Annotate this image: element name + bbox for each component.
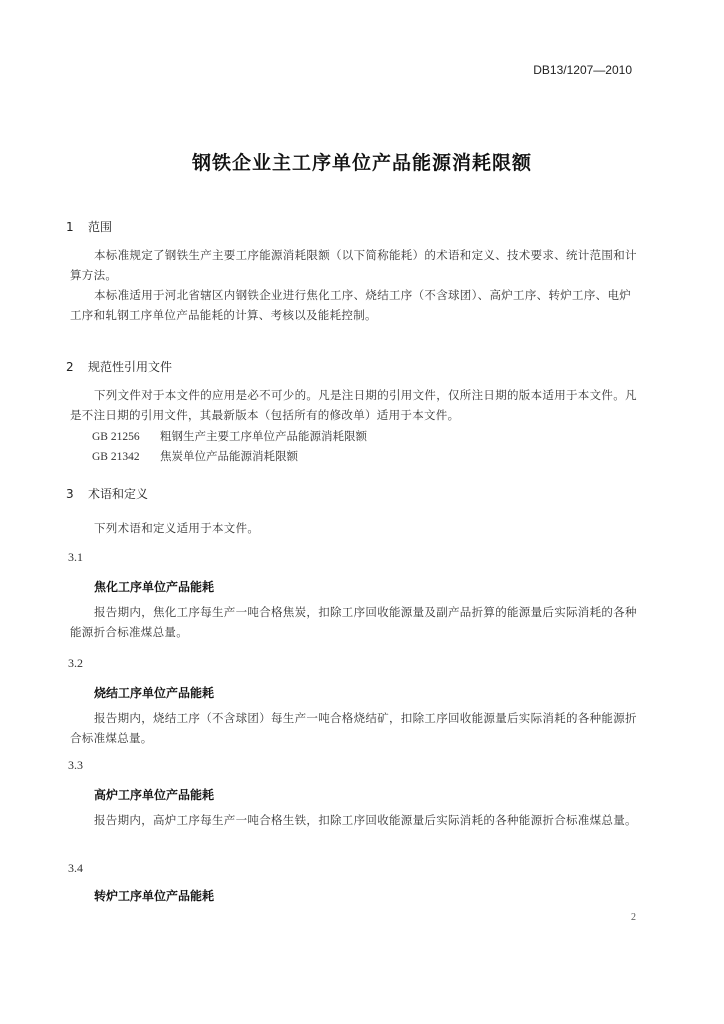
section-title: 范围 bbox=[88, 220, 113, 234]
reference-title: 粗钢生产主要工序单位产品能源消耗限额 bbox=[160, 429, 367, 443]
normative-intro: 下列文件对于本文件的应用是必不可少的。凡是注日期的引用文件，仅所注日期的版本适用于本文件。凡是不注日期的引用文件，其最新版本（包括所有的修改单）适用于本文件。 bbox=[70, 388, 637, 422]
section-heading-scope bbox=[66, 218, 112, 235]
term-name: 烧结工序单位产品能耗 bbox=[94, 686, 215, 700]
section-number: 1 bbox=[66, 220, 74, 234]
section-title: 规范性引用文件 bbox=[88, 360, 173, 374]
terms-intro: 下列术语和定义适用于本文件。 bbox=[94, 521, 260, 535]
term-number: 3.2 bbox=[68, 656, 83, 670]
term-definition: 报告期内，高炉工序每生产一吨合格生铁，扣除工序回收能源量后实际消耗的各种能源折合标准煤总量。 bbox=[94, 813, 637, 827]
term-definition: 报告期内，烧结工序（不含球团）每生产一吨合格烧结矿，扣除工序回收能源量后实际消耗的各种能源折合标准煤总量。 bbox=[70, 711, 637, 745]
term-number: 3.4 bbox=[68, 861, 83, 875]
reference-item bbox=[92, 428, 367, 444]
term-name: 高炉工序单位产品能耗 bbox=[94, 788, 215, 802]
reference-title: 焦炭单位产品能源消耗限额 bbox=[160, 449, 298, 463]
section-heading-normative bbox=[66, 358, 172, 375]
section-title: 术语和定义 bbox=[88, 487, 149, 501]
reference-code: GB 21256 bbox=[92, 431, 140, 443]
reference-item bbox=[92, 448, 298, 464]
term-name: 焦化工序单位产品能耗 bbox=[94, 580, 215, 594]
section-heading-terms bbox=[66, 485, 148, 502]
section-number: 3 bbox=[66, 487, 74, 501]
reference-code: GB 21342 bbox=[92, 451, 140, 463]
section-number: 2 bbox=[66, 360, 74, 374]
scope-paragraph: 本标准适用于河北省辖区内钢铁企业进行焦化工序、烧结工序（不含球团）、高炉工序、转炉工序、电炉工序和轧钢工序单位产品能耗的计算、考核以及能耗控制。 bbox=[70, 288, 632, 322]
term-name: 转炉工序单位产品能耗 bbox=[94, 889, 215, 903]
scope-paragraph: 本标准规定了钢铁生产主要工序能源消耗限额（以下简称能耗）的术语和定义、技术要求、统计范围和计算方法。 bbox=[70, 248, 637, 282]
document-title: 钢铁企业主工序单位产品能源消耗限额 bbox=[191, 152, 532, 174]
term-definition: 报告期内，焦化工序每生产一吨合格焦炭，扣除工序回收能源量及副产品折算的能源量后实际消耗的各种能源折合标准煤总量。 bbox=[70, 605, 637, 639]
page-number: 2 bbox=[631, 912, 636, 923]
document-code: DB13/1207—2010 bbox=[533, 63, 632, 77]
term-number: 3.3 bbox=[68, 758, 83, 772]
term-number: 3.1 bbox=[68, 550, 83, 564]
